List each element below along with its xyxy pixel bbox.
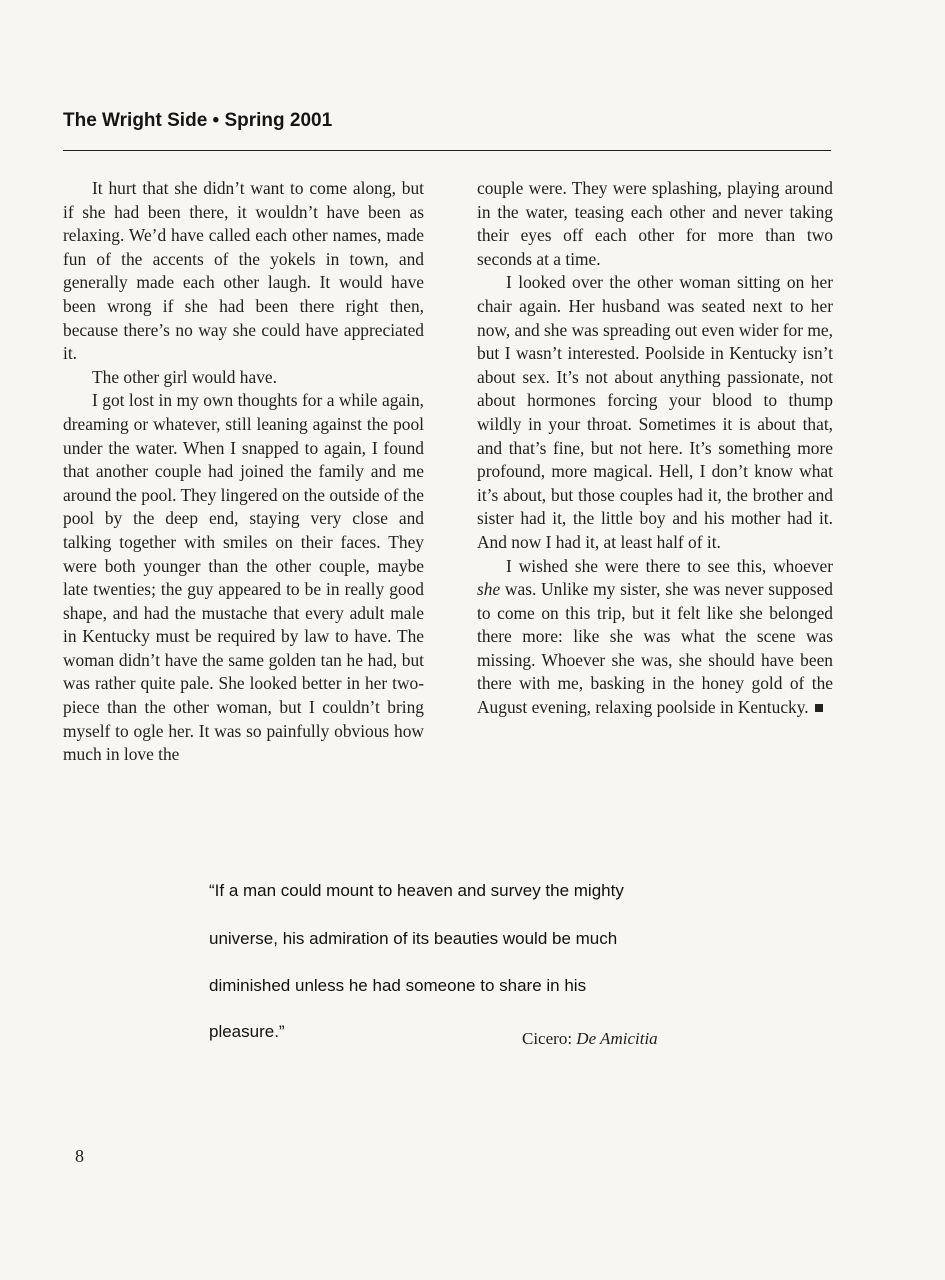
italic-she: she (477, 579, 501, 600)
paragraph: I got lost in my own thoughts for a while again, dreaming or whatever, still leaning against the pool under the water. When I snapped to again, I found that another couple had joined the family and me around the pool. They lingered on the outside of the pool by the deep end, staying very close and talking together with smiles on their faces. They were both younger than the other couple, maybe late twenties; the guy appeared to be in really good shape, and had the mustache that every adult male in Kentucky must be required by law to have. The woman didn’t have the same golden tan he had, but was rather quite pale. She looked better in her two-piece than the other woman, but I couldn’t bring myself to ogle her. It was so painfully obvious how much in love the (63, 390, 424, 765)
paragraph-final (477, 555, 833, 720)
text-run: was. Unlike my sister, she was never supposed to come on this trip, but it felt like she belonged there more: like she was what the scene was missing. Whoever she was, she should have been there with me, basking in the honey gold of the August evening, relaxing poolside in Kentucky. (477, 579, 833, 718)
quote-attribution (522, 1029, 658, 1049)
paragraph-continuation: couple were. They were splashing, playing around in the water, teasing each other and never taking their eyes off each other for more than two seconds at a time. (477, 178, 833, 269)
running-header: The Wright Side • Spring 2001 (63, 110, 333, 131)
text-run: I wished she were there to see this, whoever (506, 555, 833, 576)
quote-line: diminished unless he had someone to share in his (209, 976, 587, 995)
paragraph: It hurt that she didn’t want to come along, but if she had been there, it wouldn’t have been as relaxing. We’d have called each other names, made fun of the accents of the yokels in town, and generally made each other laugh. It would have been wrong if she had been there right then, because there’s no way she could have appreciated it. (63, 178, 424, 364)
attribution-author: Cicero: (522, 1029, 577, 1048)
attribution-work: De Amicitia (576, 1029, 658, 1048)
quote-line: “If a man could mount to heaven and survey the mighty (209, 881, 624, 900)
quote-line: universe, his admiration of its beauties would be much (209, 929, 618, 948)
header-rule (63, 150, 831, 151)
paragraph: The other girl would have. (92, 366, 277, 387)
left-column (63, 177, 424, 767)
paragraph: I looked over the other woman sitting on her chair again. Her husband was seated next to her now, and she was spreading out even wider for me, but I wasn’t interested. Poolside in Kentucky isn’t about sex. It’s not about anything passionate, not about hormones forcing your blood to thump wildly in your throat. Sometimes it is about that, and that’s fine, but not here. It’s something more profound, more magical. Hell, I don’t know what it’s about, but those couples had it, the brother and sister had it, the little boy and his mother had it. And now I had it, at least half of it. (477, 272, 833, 552)
end-square-icon (815, 704, 823, 712)
quote-line: pleasure.” (209, 1022, 285, 1041)
page-number: 8 (75, 1146, 84, 1166)
right-column (477, 177, 833, 720)
